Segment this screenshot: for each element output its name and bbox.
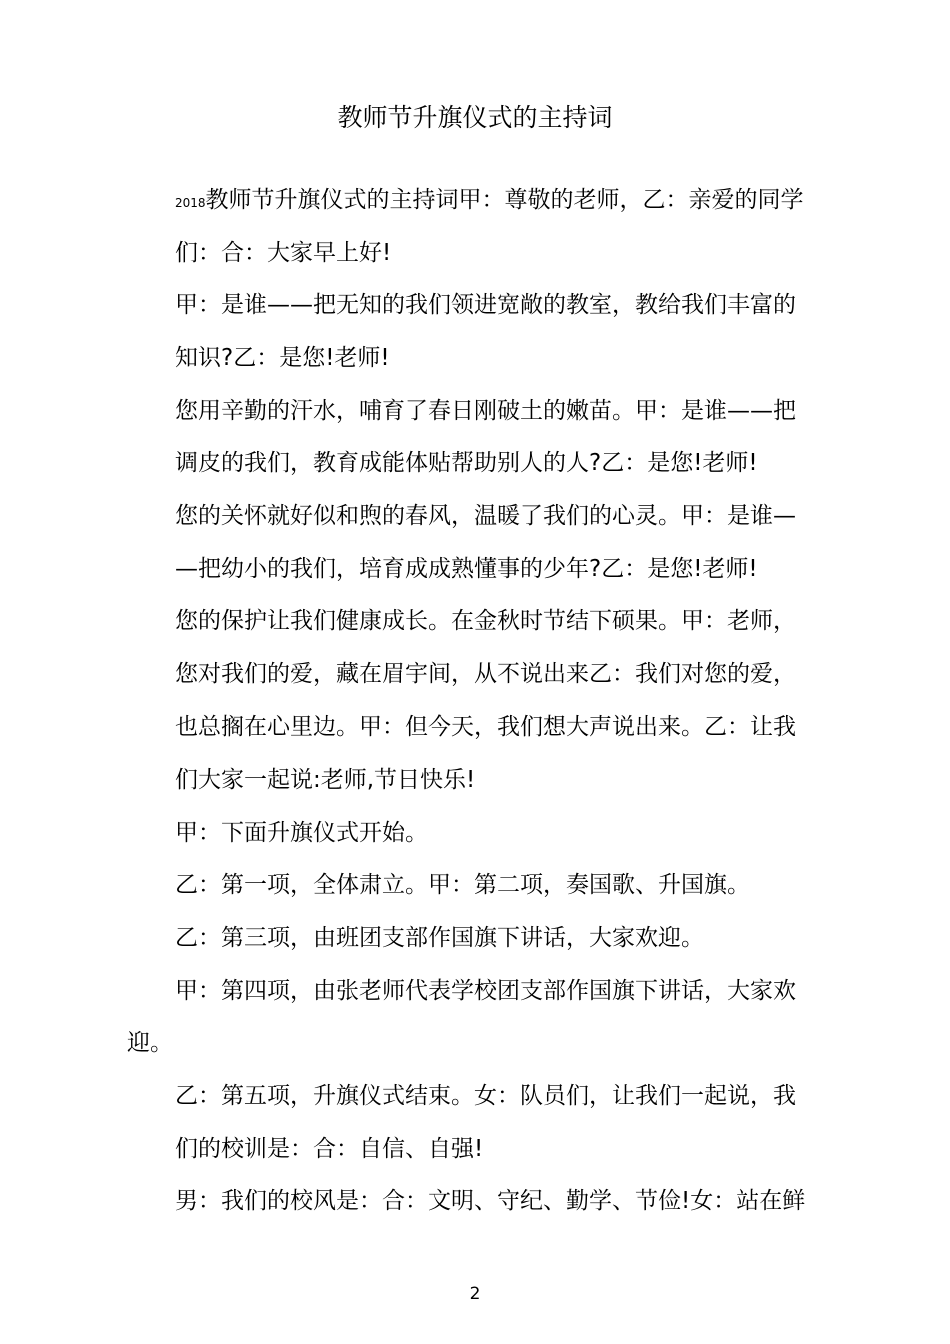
line-text: 教师节升旗仪式的主持词甲：尊敬的老师，乙：亲爱的同学	[205, 187, 804, 213]
paragraph-line: 乙：第五项，升旗仪式结束。女：队员们，让我们一起说，我	[175, 1083, 796, 1109]
paragraph-line: 甲：是谁——把无知的我们领进宽敞的教室，教给我们丰富的	[175, 292, 796, 318]
page-number: 2	[469, 1284, 481, 1304]
paragraph-line	[175, 184, 804, 219]
document-title: 教师节升旗仪式的主持词	[337, 103, 613, 132]
paragraph-line: 调皮的我们，教育成能体贴帮助别人的人?乙：是您!老师!	[175, 450, 758, 476]
paragraph-line: 您的关怀就好似和煦的春风，温暖了我们的心灵。甲：是谁—	[175, 503, 796, 529]
paragraph-line: 您用辛勤的汗水，哺育了春日刚破土的嫩苗。甲：是谁——把	[175, 398, 796, 424]
paragraph-line: 们：合：大家早上好!	[175, 240, 392, 266]
paragraph-line: 迎。	[127, 1030, 173, 1056]
paragraph-line: 们的校训是：合：自信、自强!	[175, 1136, 484, 1162]
paragraph-line: 甲：第四项，由张老师代表学校团支部作国旗下讲话，大家欢	[175, 978, 796, 1004]
paragraph-line: 也总搁在心里边。甲：但今天，我们想大声说出来。乙：让我	[175, 714, 796, 740]
paragraph-line: 乙：第一项，全体肃立。甲：第二项，奏国歌、升国旗。	[175, 872, 750, 898]
paragraph-line: —把幼小的我们，培育成成熟懂事的少年?乙：是您!老师!	[175, 556, 758, 582]
paragraph-line: 乙：第三项，由班团支部作国旗下讲话，大家欢迎。	[175, 925, 704, 951]
year-prefix: 2018	[175, 196, 206, 210]
paragraph-line: 们大家一起说:老师,节日快乐!	[175, 767, 476, 793]
paragraph-line: 男：我们的校风是：合：文明、守纪、勤学、节俭!女：站在鲜	[175, 1188, 806, 1214]
paragraph-line: 您的保护让我们健康成长。在金秋时节结下硕果。甲：老师，	[175, 608, 796, 634]
paragraph-line: 甲：下面升旗仪式开始。	[175, 820, 428, 846]
paragraph-line: 您对我们的爱，藏在眉宇间，从不说出来乙：我们对您的爱，	[175, 661, 796, 687]
paragraph-line: 知识?乙：是您!老师!	[175, 345, 390, 371]
